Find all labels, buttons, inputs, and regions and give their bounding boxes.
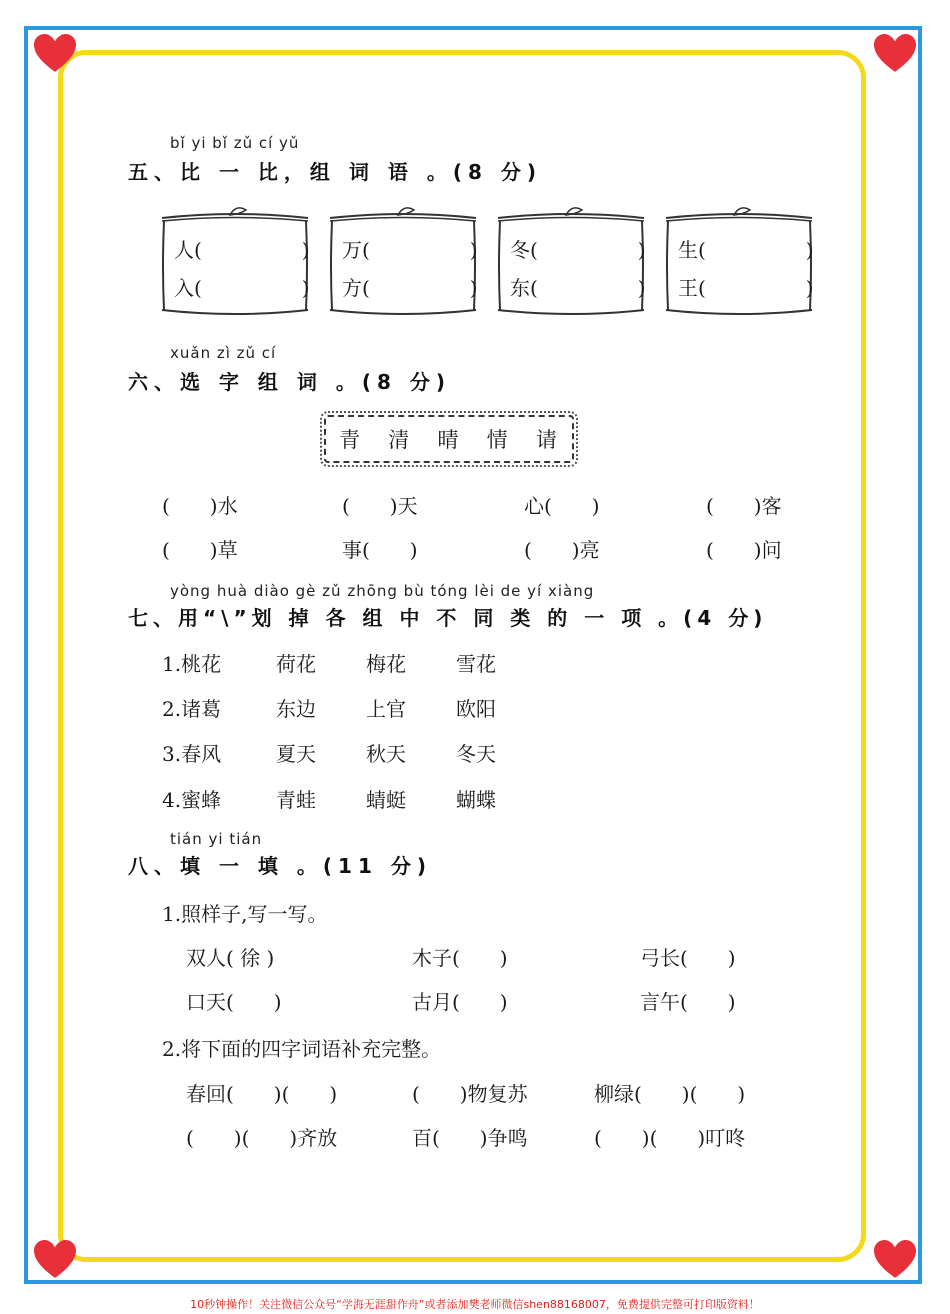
word-box-row[interactable]: 方( ) bbox=[342, 276, 478, 300]
group-item[interactable]: 夏天 bbox=[276, 742, 316, 766]
group-item[interactable]: 秋天 bbox=[366, 742, 406, 766]
word-box-row[interactable]: 王( ) bbox=[678, 276, 814, 300]
section6-pinyin: xuǎn zì zǔ cí bbox=[170, 344, 277, 362]
group-item[interactable]: 梅花 bbox=[366, 652, 406, 676]
fill-item[interactable]: 口天( ) bbox=[186, 990, 282, 1014]
question-text: 2.将下面的四字词语补充完整。 bbox=[162, 1037, 442, 1061]
word-box bbox=[328, 206, 478, 318]
fill-item[interactable]: ( )( )齐放 bbox=[186, 1126, 338, 1150]
choice-char: 清 bbox=[388, 428, 412, 452]
word-box bbox=[160, 206, 310, 318]
word-box-row[interactable]: 冬( ) bbox=[510, 238, 646, 262]
group-item[interactable]: 3.春风 bbox=[162, 742, 222, 766]
group-item[interactable]: 1.桃花 bbox=[162, 652, 222, 676]
char-choice-box bbox=[324, 415, 574, 463]
group-item[interactable]: 青蛙 bbox=[276, 788, 316, 812]
group-item[interactable]: 荷花 bbox=[276, 652, 316, 676]
heart-icon bbox=[34, 34, 76, 74]
word-box-row[interactable]: 人( ) bbox=[174, 238, 310, 262]
group-item[interactable]: 4.蜜蜂 bbox=[162, 788, 222, 812]
choice-char: 青 bbox=[339, 428, 363, 452]
group-item[interactable]: 蜻蜓 bbox=[366, 788, 406, 812]
fill-item[interactable]: 弓长( ) bbox=[640, 946, 736, 970]
word-box bbox=[664, 206, 814, 318]
fill-item[interactable]: ( )问 bbox=[706, 538, 782, 562]
group-item[interactable]: 2.诸葛 bbox=[162, 697, 222, 721]
fill-item[interactable]: 心( ) bbox=[524, 494, 600, 518]
word-box bbox=[496, 206, 646, 318]
group-item[interactable]: 东边 bbox=[276, 697, 316, 721]
section5-title: 五、比 一 比，组 词 语 。(8 分) bbox=[128, 160, 542, 184]
group-item[interactable]: 雪花 bbox=[456, 652, 496, 676]
word-box-row[interactable]: 万( ) bbox=[342, 238, 478, 262]
fill-item[interactable]: ( )客 bbox=[706, 494, 782, 518]
choice-char: 晴 bbox=[437, 428, 461, 452]
group-item[interactable]: 上官 bbox=[366, 697, 406, 721]
section8-pinyin: tián yi tián bbox=[170, 830, 263, 848]
fill-item[interactable]: ( )草 bbox=[162, 538, 238, 562]
section7-pinyin: yòng huà diào gè zǔ zhōng bù tóng lèi de yí xiàng bbox=[170, 582, 595, 600]
group-item[interactable]: 冬天 bbox=[456, 742, 496, 766]
fill-item[interactable]: 古月( ) bbox=[412, 990, 508, 1014]
question-text: 1.照样子,写一写。 bbox=[162, 902, 328, 926]
fill-item[interactable]: ( )水 bbox=[162, 494, 238, 518]
heart-icon bbox=[874, 1240, 916, 1280]
fill-item[interactable]: ( )亮 bbox=[524, 538, 600, 562]
word-box-row[interactable]: 生( ) bbox=[678, 238, 814, 262]
choice-char: 情 bbox=[486, 428, 510, 452]
choice-char: 请 bbox=[535, 428, 559, 452]
footer-notice: 10秒钟操作！关注微信公众号“学海无涯甜作舟”或者添加樊老师微信shen88168007，免费提供完整可打印版资料！ bbox=[190, 1298, 760, 1311]
fill-item[interactable]: ( )( )叮咚 bbox=[594, 1126, 746, 1150]
section5-pinyin: bǐ yi bǐ zǔ cí yǔ bbox=[170, 134, 300, 152]
fill-item[interactable]: 木子( ) bbox=[412, 946, 508, 970]
group-item[interactable]: 蝴蝶 bbox=[456, 788, 496, 812]
heart-icon bbox=[874, 34, 916, 74]
fill-item[interactable]: 春回( )( ) bbox=[186, 1082, 338, 1106]
word-box-row[interactable]: 东( ) bbox=[510, 276, 646, 300]
section7-title: 七、用“\”划 掉 各 组 中 不 同 类 的 一 项 。(4 分) bbox=[128, 606, 768, 630]
word-box-row[interactable]: 入( ) bbox=[174, 276, 310, 300]
group-item[interactable]: 欧阳 bbox=[456, 697, 496, 721]
fill-item[interactable]: 双人( 徐 ) bbox=[186, 946, 275, 970]
fill-item[interactable]: ( )物复苏 bbox=[412, 1082, 528, 1106]
fill-item[interactable]: ( )天 bbox=[342, 494, 418, 518]
fill-item[interactable]: 事( ) bbox=[342, 538, 418, 562]
heart-icon bbox=[34, 1240, 76, 1280]
section6-title: 六、选 字 组 词 。(8 分) bbox=[128, 370, 452, 394]
section8-title: 八、填 一 填 。(11 分) bbox=[128, 854, 432, 878]
fill-item[interactable]: 百( )争鸣 bbox=[412, 1126, 528, 1150]
fill-item[interactable]: 言午( ) bbox=[640, 990, 736, 1014]
fill-item[interactable]: 柳绿( )( ) bbox=[594, 1082, 746, 1106]
